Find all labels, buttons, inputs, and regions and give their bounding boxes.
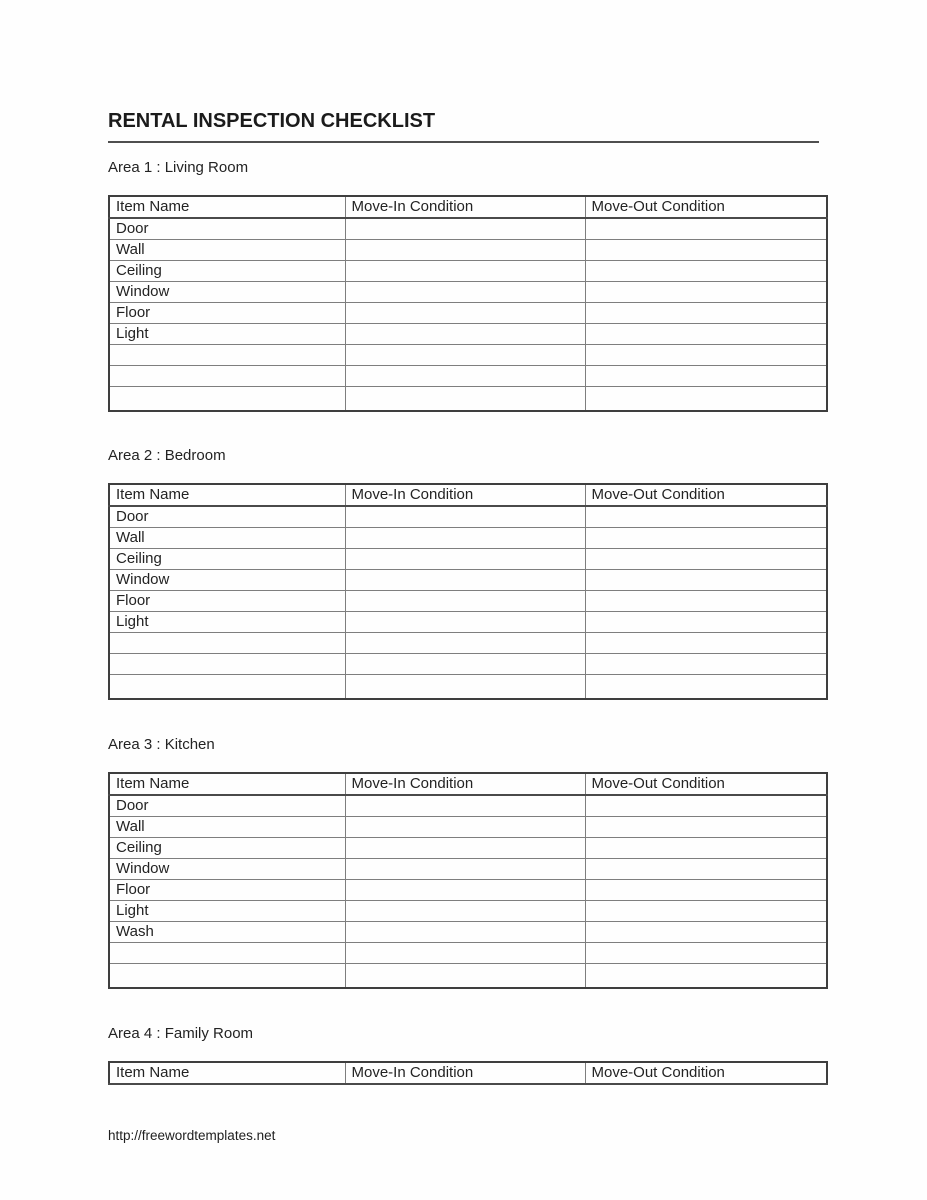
table-row [109, 345, 827, 366]
move-in-condition-cell[interactable] [345, 303, 585, 324]
table-row [109, 922, 827, 943]
table-row [109, 943, 827, 964]
table-row [109, 880, 827, 901]
move-in-condition-cell[interactable] [345, 261, 585, 282]
empty-item-cell[interactable] [109, 387, 345, 412]
move-out-condition-cell[interactable] [585, 570, 827, 591]
table-row [109, 817, 827, 838]
inspection-table [108, 483, 828, 700]
area-section [108, 447, 826, 700]
move-out-condition-cell[interactable] [585, 612, 827, 633]
move-out-condition-cell[interactable] [585, 838, 827, 859]
move-in-condition-cell[interactable] [345, 943, 585, 964]
move-out-condition-cell[interactable] [585, 654, 827, 675]
inspection-table [108, 772, 828, 989]
move-in-condition-cell[interactable] [345, 838, 585, 859]
item-name-cell: Door [109, 795, 345, 817]
table-row [109, 324, 827, 345]
column-header: Item Name [109, 484, 345, 506]
move-out-condition-cell[interactable] [585, 549, 827, 570]
move-in-condition-cell[interactable] [345, 795, 585, 817]
column-header: Move-In Condition [345, 484, 585, 506]
move-out-condition-cell[interactable] [585, 387, 827, 412]
move-in-condition-cell[interactable] [345, 591, 585, 612]
table-row [109, 859, 827, 880]
move-out-condition-cell[interactable] [585, 817, 827, 838]
table-row [109, 838, 827, 859]
table-row [109, 387, 827, 412]
item-name-cell: Window [109, 570, 345, 591]
move-out-condition-cell[interactable] [585, 506, 827, 528]
move-out-condition-cell[interactable] [585, 964, 827, 989]
column-header: Move-Out Condition [585, 1062, 827, 1084]
move-in-condition-cell[interactable] [345, 240, 585, 261]
move-in-condition-cell[interactable] [345, 612, 585, 633]
move-out-condition-cell[interactable] [585, 675, 827, 700]
empty-item-cell[interactable] [109, 964, 345, 989]
move-in-condition-cell[interactable] [345, 549, 585, 570]
area-section [108, 736, 826, 989]
move-in-condition-cell[interactable] [345, 528, 585, 549]
table-row [109, 282, 827, 303]
table-row [109, 303, 827, 324]
item-name-cell: Floor [109, 591, 345, 612]
move-out-condition-cell[interactable] [585, 218, 827, 240]
area-label: Area 1 : Living Room [108, 159, 249, 176]
footer-url: http://freewordtemplates.net [108, 1128, 276, 1143]
item-name-cell: Ceiling [109, 838, 345, 859]
empty-item-cell[interactable] [109, 943, 345, 964]
move-out-condition-cell[interactable] [585, 880, 827, 901]
item-name-cell: Floor [109, 880, 345, 901]
move-in-condition-cell[interactable] [345, 506, 585, 528]
move-in-condition-cell[interactable] [345, 817, 585, 838]
table-row [109, 366, 827, 387]
item-name-cell: Door [109, 218, 345, 240]
item-name-cell: Light [109, 901, 345, 922]
item-name-cell: Ceiling [109, 261, 345, 282]
empty-item-cell[interactable] [109, 654, 345, 675]
move-in-condition-cell[interactable] [345, 282, 585, 303]
inspection-table [108, 195, 828, 412]
table-row [109, 570, 827, 591]
column-header: Move-Out Condition [585, 196, 827, 218]
move-in-condition-cell[interactable] [345, 675, 585, 700]
item-name-cell: Ceiling [109, 549, 345, 570]
table-row [109, 506, 827, 528]
move-in-condition-cell[interactable] [345, 366, 585, 387]
empty-item-cell[interactable] [109, 366, 345, 387]
move-out-condition-cell[interactable] [585, 901, 827, 922]
table-row [109, 901, 827, 922]
move-out-condition-cell[interactable] [585, 282, 827, 303]
move-out-condition-cell[interactable] [585, 943, 827, 964]
table-header-row [109, 773, 827, 795]
move-in-condition-cell[interactable] [345, 922, 585, 943]
move-out-condition-cell[interactable] [585, 261, 827, 282]
move-in-condition-cell[interactable] [345, 654, 585, 675]
area-label: Area 2 : Bedroom [108, 447, 226, 464]
table-row [109, 675, 827, 700]
table-header-row [109, 484, 827, 506]
table-row [109, 261, 827, 282]
table-header-row [109, 1062, 827, 1084]
item-name-cell: Window [109, 282, 345, 303]
column-header: Move-In Condition [345, 1062, 585, 1084]
move-out-condition-cell[interactable] [585, 795, 827, 817]
empty-item-cell[interactable] [109, 633, 345, 654]
column-header: Move-In Condition [345, 196, 585, 218]
table-row [109, 612, 827, 633]
table-header-row [109, 196, 827, 218]
move-in-condition-cell[interactable] [345, 633, 585, 654]
table-row [109, 549, 827, 570]
item-name-cell: Floor [109, 303, 345, 324]
table-row [109, 218, 827, 240]
area-section [108, 159, 826, 412]
move-out-condition-cell[interactable] [585, 528, 827, 549]
move-in-condition-cell[interactable] [345, 387, 585, 412]
move-out-condition-cell[interactable] [585, 303, 827, 324]
empty-item-cell[interactable] [109, 675, 345, 700]
column-header: Move-In Condition [345, 773, 585, 795]
item-name-cell: Wall [109, 240, 345, 261]
move-out-condition-cell[interactable] [585, 859, 827, 880]
table-row [109, 633, 827, 654]
column-header: Move-Out Condition [585, 773, 827, 795]
item-name-cell: Door [109, 506, 345, 528]
item-name-cell: Wall [109, 528, 345, 549]
page-title: RENTAL INSPECTION CHECKLIST [108, 110, 819, 143]
area-label: Area 4 : Family Room [108, 1025, 254, 1042]
table-row [109, 964, 827, 989]
move-out-condition-cell[interactable] [585, 345, 827, 366]
move-out-condition-cell[interactable] [585, 591, 827, 612]
move-in-condition-cell[interactable] [345, 901, 585, 922]
move-out-condition-cell[interactable] [585, 366, 827, 387]
item-name-cell: Light [109, 324, 345, 345]
move-in-condition-cell[interactable] [345, 345, 585, 366]
move-out-condition-cell[interactable] [585, 633, 827, 654]
column-header: Move-Out Condition [585, 484, 827, 506]
table-row [109, 795, 827, 817]
move-in-condition-cell[interactable] [345, 570, 585, 591]
table-row [109, 591, 827, 612]
move-out-condition-cell[interactable] [585, 324, 827, 345]
item-name-cell: Window [109, 859, 345, 880]
move-in-condition-cell[interactable] [345, 964, 585, 989]
item-name-cell: Light [109, 612, 345, 633]
area-label: Area 3 : Kitchen [108, 736, 215, 753]
empty-item-cell[interactable] [109, 345, 345, 366]
move-in-condition-cell[interactable] [345, 880, 585, 901]
move-in-condition-cell[interactable] [345, 859, 585, 880]
column-header: Item Name [109, 1062, 345, 1084]
column-header: Item Name [109, 773, 345, 795]
table-row [109, 654, 827, 675]
item-name-cell: Wash [109, 922, 345, 943]
inspection-table [108, 1061, 828, 1085]
area-section [108, 1025, 826, 1085]
move-out-condition-cell[interactable] [585, 240, 827, 261]
column-header: Item Name [109, 196, 345, 218]
table-row [109, 528, 827, 549]
table-row [109, 240, 827, 261]
move-in-condition-cell[interactable] [345, 218, 585, 240]
move-in-condition-cell[interactable] [345, 324, 585, 345]
move-out-condition-cell[interactable] [585, 922, 827, 943]
item-name-cell: Wall [109, 817, 345, 838]
